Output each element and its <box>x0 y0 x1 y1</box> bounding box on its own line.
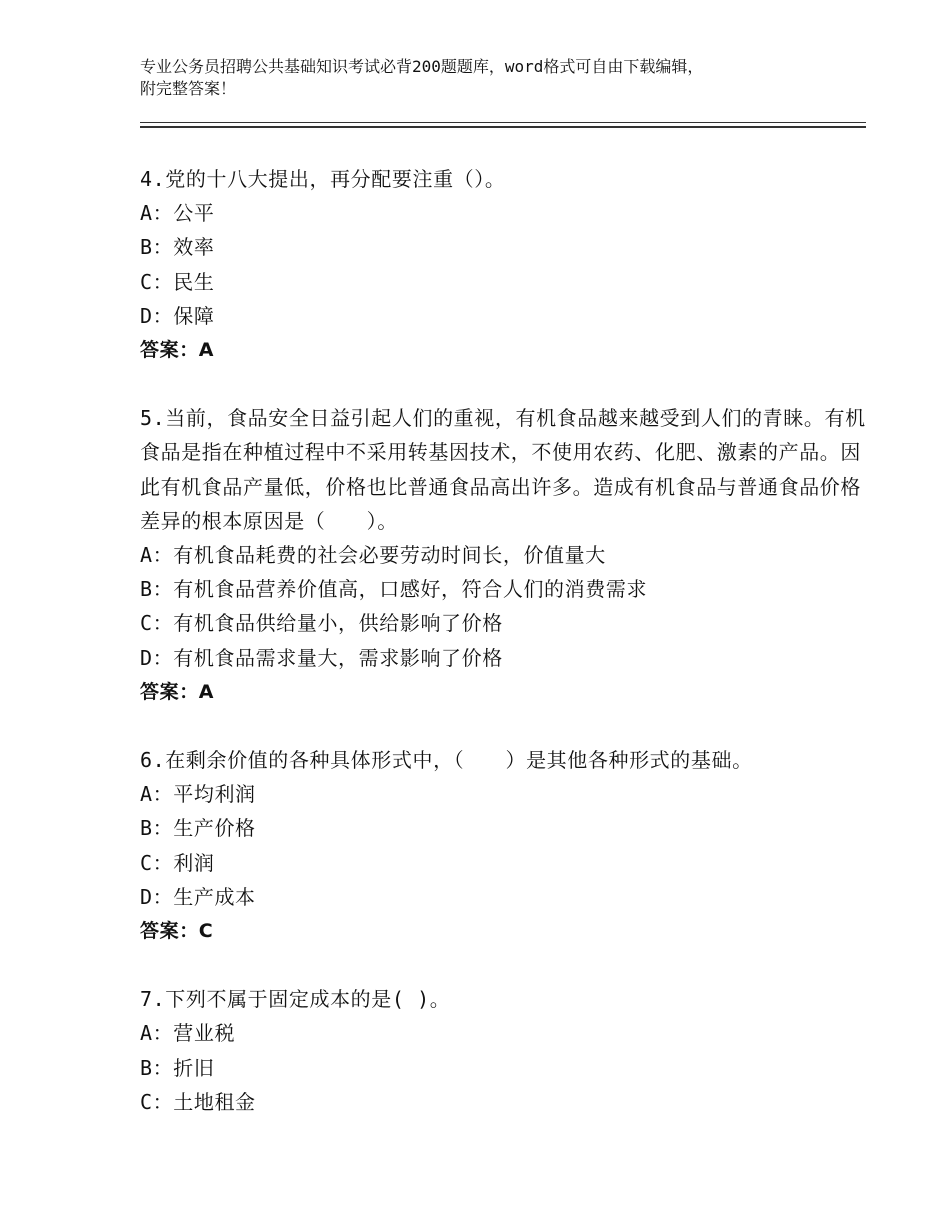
question-text: 5.当前，食品安全日益引起人们的重视，有机食品越来越受到人们的青睐。有机食品是指在种植过程中不采用转基因技术，不使用农药、化肥、激素的产品。因此有机食品产量低，价格也比普通食品高出许多。造成有机食品与普通食品价格差异的根本原因是（ ）。 <box>140 406 866 533</box>
option-c: C：有机食品供给量小，供给影响了价格 <box>140 611 503 636</box>
option-a: A：公平 <box>140 201 215 226</box>
question-item <box>140 743 866 948</box>
option-b: B：效率 <box>140 235 215 260</box>
document-header <box>140 56 820 100</box>
header-line-1: 专业公务员招聘公共基础知识考试必背200题题库，word格式可自由下载编辑， <box>140 57 704 76</box>
answer-text: 答案：A <box>140 680 215 703</box>
option-a: A：平均利润 <box>140 782 256 807</box>
header-line-2: 附完整答案！ <box>140 79 237 98</box>
question-item <box>140 162 866 367</box>
answer-text: 答案：A <box>140 339 215 362</box>
option-b: B：折旧 <box>140 1055 215 1080</box>
question-text: 7.下列不属于固定成本的是( )。 <box>140 987 451 1012</box>
answer-text: 答案：C <box>140 920 214 943</box>
option-d: D：有机食品需求量大，需求影响了价格 <box>140 645 503 670</box>
question-item <box>140 982 866 1119</box>
header-divider-thick <box>140 126 866 128</box>
option-a: A：营业税 <box>140 1021 236 1046</box>
question-list <box>140 162 866 1153</box>
option-d: D：生产成本 <box>140 884 256 909</box>
option-c: C：民生 <box>140 269 215 294</box>
option-c: C：土地租金 <box>140 1089 256 1114</box>
option-c: C：利润 <box>140 850 215 875</box>
option-a: A：有机食品耗费的社会必要劳动时间长，价值量大 <box>140 543 606 568</box>
header-divider-thin <box>140 122 866 123</box>
question-item <box>140 401 866 709</box>
question-text: 4.党的十八大提出，再分配要注重（）。 <box>140 167 506 191</box>
question-text: 6.在剩余价值的各种具体形式中，（ ）是其他各种形式的基础。 <box>140 748 753 773</box>
option-b: B：有机食品营养价值高，口感好，符合人们的消费需求 <box>140 577 648 602</box>
option-d: D：保障 <box>140 303 215 328</box>
option-b: B：生产价格 <box>140 816 256 841</box>
